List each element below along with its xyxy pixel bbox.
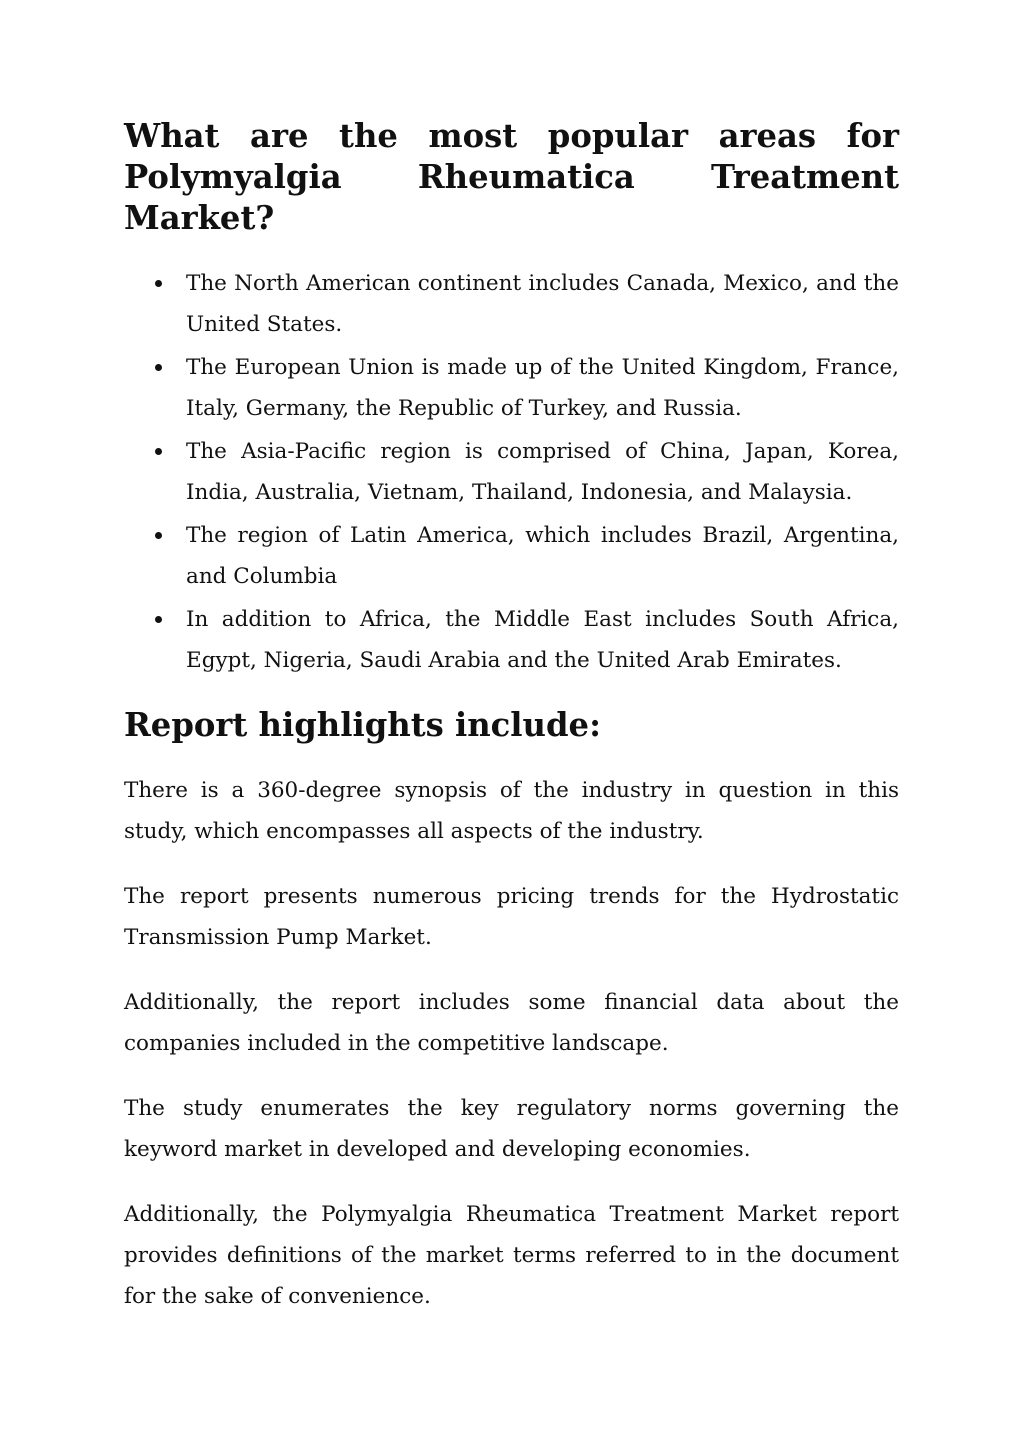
bullet-icon — [155, 448, 162, 455]
section-heading-popular-areas: What are the most popular areas for Polymyalgia Rheumatica Treatment Market? — [124, 117, 899, 237]
paragraph: The report presents numerous pricing trends for the Hydrostatic Transmission Pump Market. — [124, 884, 899, 950]
regions-list — [124, 263, 899, 681]
bullet-icon — [155, 616, 162, 623]
paragraph: Additionally, the report includes some financial data about the companies included in the competitive landscape. — [124, 990, 899, 1056]
list-item-text: In addition to Africa, the Middle East includes South Africa, Egypt, Nigeria, Saudi Arabia and the United Arab Emirates. — [186, 607, 899, 673]
list-item — [124, 431, 899, 513]
list-item — [124, 263, 899, 345]
list-item-text: The region of Latin America, which includes Brazil, Argentina, and Columbia — [186, 523, 899, 589]
paragraph: Additionally, the Polymyalgia Rheumatica Treatment Market report provides definitions of the market terms referred to in the document for the sake of convenience. — [124, 1202, 899, 1309]
paragraph: There is a 360-degree synopsis of the industry in question in this study, which encompasses all aspects of the industry. — [124, 778, 899, 844]
paragraph: The study enumerates the key regulatory norms governing the keyword market in developed and developing economies. — [124, 1096, 899, 1162]
list-item — [124, 599, 899, 681]
bullet-icon — [155, 532, 162, 539]
list-item-text: The Asia-Pacific region is comprised of China, Japan, Korea, India, Australia, Vietnam, Thailand, Indonesia, and Malaysia. — [186, 439, 899, 505]
section-heading-report-highlights: Report highlights include: — [124, 706, 601, 744]
list-item-text: The European Union is made up of the United Kingdom, France, Italy, Germany, the Republic of Turkey, and Russia. — [186, 355, 899, 421]
list-item — [124, 515, 899, 597]
list-item — [124, 347, 899, 429]
bullet-icon — [155, 280, 162, 287]
document-page — [124, 116, 899, 1317]
bullet-icon — [155, 364, 162, 371]
list-item-text: The North American continent includes Canada, Mexico, and the United States. — [186, 271, 899, 337]
